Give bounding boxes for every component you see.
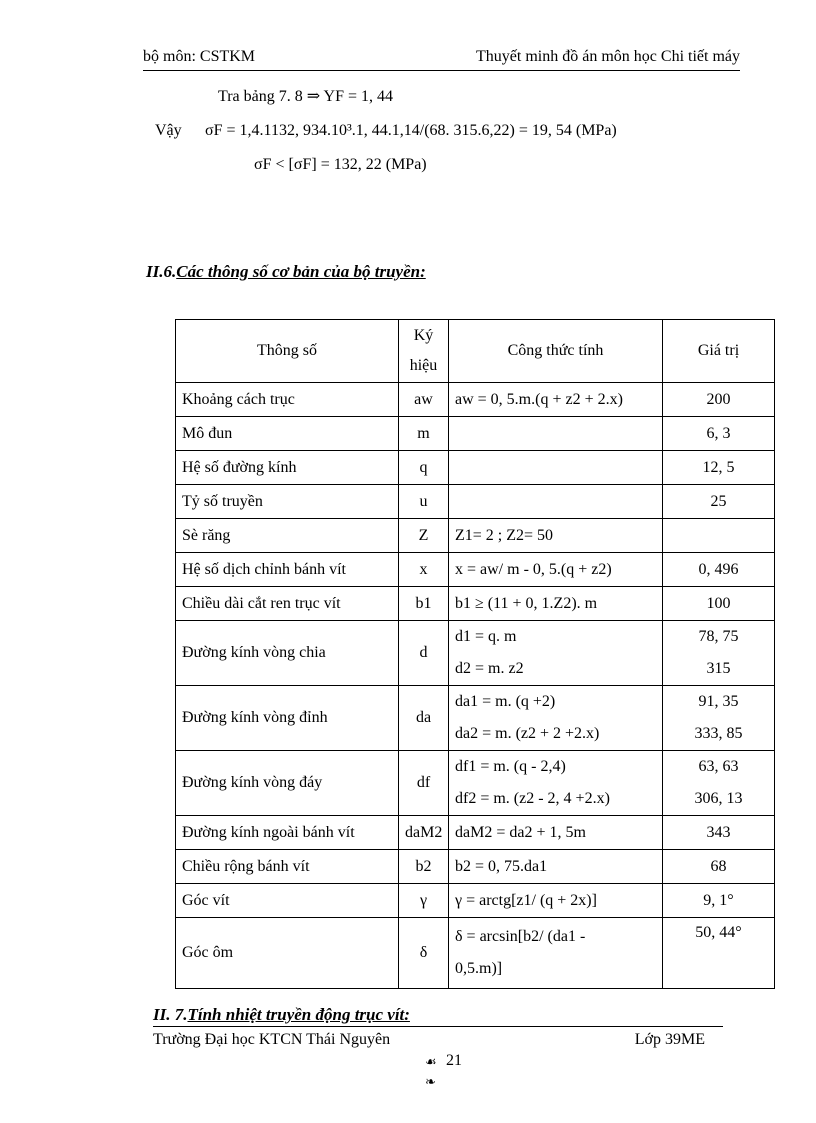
page-number: 21 [446,1052,462,1069]
section-number: II. 7. [153,1005,188,1024]
cell-value-line1: 91, 35 [698,693,739,710]
table-row [176,621,775,686]
section-title: Các thông số cơ bản của bộ truyền: [176,262,426,281]
cell-value: 100 [663,587,775,621]
table-row [176,519,775,553]
cell-value-line1: 63, 63 [698,758,739,775]
footer-university: Trường Đại học KTCN Thái Nguyên [153,1031,391,1048]
header-value: Giá trị [663,320,775,383]
cell-symbol: q [399,451,449,485]
page-footer [153,1026,723,1051]
cell-value-line2: 333, 85 [694,725,743,742]
cell-symbol: b1 [399,587,449,621]
cell-symbol: x [399,553,449,587]
cell-formula: b1 ≥ (11 + 0, 1.Z2). m [449,587,663,621]
header-document-title: Thuyết minh đồ án môn học Chi tiết máy [476,48,740,65]
cell-formula-line2: d2 = m. z2 [455,660,524,677]
cell-symbol: da [399,686,449,751]
section-heading-7 [153,1005,410,1025]
cell-formula [449,485,663,519]
cell-value: 12, 5 [663,451,775,485]
calc-line-sigma: σF = 1,4.1132, 934.10³.1, 44.1,14/(68. 315.6,22) = 19, 54 (MPa) [205,122,617,139]
cell-formula-line1: da1 = m. (q +2) [455,693,556,710]
table-row [176,751,775,816]
header-param: Thông số [176,320,399,383]
cell-formula [449,918,663,989]
table-row [176,918,775,989]
cell-param: Chiều dài cắt ren trục vít [176,587,399,621]
cell-value-line1: 78, 75 [698,628,739,645]
cell-param: Mô đun [176,417,399,451]
cell-value [663,519,775,553]
cell-symbol: γ [399,884,449,918]
header-formula: Công thức tính [449,320,663,383]
page-header [143,46,740,71]
header-department: bộ môn: CSTKM [143,48,256,65]
calc-line-compare: σF < [σF] = 132, 22 (MPa) [254,156,427,173]
cell-param: Đường kính vòng chia [176,621,399,686]
cell-formula-line2: da2 = m. (z2 + 2 +2.x) [455,725,600,742]
section-title: Tính nhiệt truyền động trục vít: [187,1005,410,1024]
cell-formula [449,751,663,816]
cell-formula [449,417,663,451]
cell-param: Góc vít [176,884,399,918]
cell-param: Đường kính ngoài bánh vít [176,816,399,850]
cell-value: 50, 44° [663,918,775,989]
header-symbol [399,320,449,383]
table-row [176,383,775,417]
cell-formula [449,621,663,686]
cell-value [663,686,775,751]
section-heading-6 [146,262,426,282]
cell-symbol: df [399,751,449,816]
cell-formula: b2 = 0, 75.da1 [449,850,663,884]
cell-symbol: m [399,417,449,451]
cell-symbol: aw [399,383,449,417]
cell-param: Chiều rộng bánh vít [176,850,399,884]
table-row [176,816,775,850]
cell-value [663,751,775,816]
cell-param: Khoảng cách trục [176,383,399,417]
cell-symbol: u [399,485,449,519]
cell-value: 343 [663,816,775,850]
cell-value: 0, 496 [663,553,775,587]
cell-formula: γ = arctg[z1/ (q + 2x)] [449,884,663,918]
cell-value: 200 [663,383,775,417]
cell-value-line2: 315 [706,660,731,677]
cell-symbol: Z [399,519,449,553]
cell-value: 9, 1° [663,884,775,918]
cell-formula-line1: d1 = q. m [455,628,517,645]
cell-param: Đường kính vòng đáy [176,751,399,816]
cell-symbol: d [399,621,449,686]
cell-formula-line1: df1 = m. (q - 2,4) [455,758,566,775]
table-row [176,850,775,884]
cell-param: Hệ số đường kính [176,451,399,485]
cell-formula: daM2 = da2 + 1, 5m [449,816,663,850]
table-row [176,686,775,751]
cell-formula-line2: 0,5.m)] [455,960,503,977]
cell-value [663,621,775,686]
cell-formula-line2: df2 = m. (z2 - 2, 4 +2.x) [455,790,610,807]
cell-param: Hệ số dịch chỉnh bánh vít [176,553,399,587]
footer-class: Lớp 39ME [634,1031,705,1048]
parameters-table [175,319,775,989]
table-row [176,587,775,621]
cell-value: 68 [663,850,775,884]
cell-formula-line1: δ = arcsin[b2/ (da1 - [455,928,586,945]
table-row [176,485,775,519]
cell-formula: x = aw/ m - 0, 5.(q + z2) [449,553,663,587]
table-row [176,884,775,918]
ornament-bottom-icon: ❧ [425,1074,436,1089]
cell-symbol: b2 [399,850,449,884]
cell-param: Đường kính vòng đỉnh [176,686,399,751]
calc-line-label: Vậy [155,122,182,139]
calc-line-yf: Tra bảng 7. 8 ⇒ YF = 1, 44 [218,88,394,105]
section-number: II.6. [146,262,177,281]
table-row [176,451,775,485]
cell-value: 25 [663,485,775,519]
table-row [176,417,775,451]
cell-formula [449,686,663,751]
cell-symbol: δ [399,918,449,989]
cell-formula: aw = 0, 5.m.(q + z2 + 2.x) [449,383,663,417]
ornament-top-icon: ☙ [425,1054,437,1069]
header-symbol-line2: hiệu [409,357,438,374]
cell-value: 6, 3 [663,417,775,451]
cell-param: Góc ôm [176,918,399,989]
cell-value-line2: 306, 13 [694,790,743,807]
table-header-row [176,320,775,383]
table-row [176,553,775,587]
cell-symbol: daM2 [399,816,449,850]
cell-formula: Z1= 2 ; Z2= 50 [449,519,663,553]
cell-param: Sè răng [176,519,399,553]
cell-param: Tỷ số truyền [176,485,399,519]
cell-formula [449,451,663,485]
header-symbol-line1: Ký [413,327,434,344]
